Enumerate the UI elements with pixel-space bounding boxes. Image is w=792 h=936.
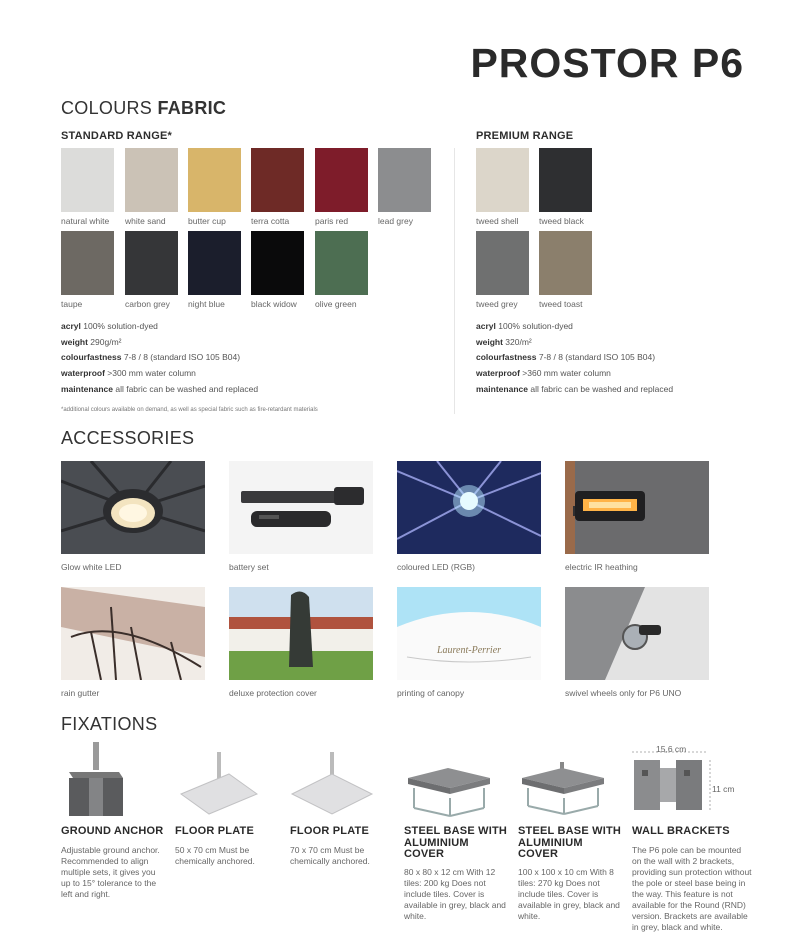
accessory-label: deluxe protection cover — [229, 688, 317, 698]
spec-label: acryl — [61, 321, 81, 331]
swivel-wheels-image — [565, 587, 709, 680]
swatch-paris-red — [315, 148, 368, 212]
swatch-taupe — [61, 231, 114, 295]
swatch-label: taupe — [61, 299, 83, 309]
fixation-title: GROUND ANCHOR — [61, 825, 164, 837]
spec-value: 320/m² — [505, 336, 532, 347]
standard-range-title: STANDARD RANGE* — [61, 130, 172, 142]
swatch-label: lead grey — [378, 216, 413, 226]
coloured-led-image — [397, 461, 541, 554]
ground-anchor-image — [61, 742, 151, 822]
fixation-title: STEEL BASE WITH ALUMINIUM COVER — [404, 825, 508, 860]
spec-label: maintenance — [476, 383, 528, 394]
swatch-label: tweed toast — [539, 299, 583, 309]
spec-value: all fabric can be washed and replaced — [115, 383, 259, 394]
fixation-desc: The P6 pole can be mounted on the wall with 2 brackets, providing sun protection without the pole or steel base being in the way. This feature is not available for the Round (RND) version. Brackets are available in grey, black and white. — [632, 845, 752, 932]
swatch-label: black widow — [251, 299, 297, 309]
printing-of-canopy-image — [397, 587, 541, 680]
swatch-tweed-shell — [476, 148, 529, 212]
swatch-terra-cotta — [251, 148, 304, 212]
swatch-olive-green — [315, 231, 368, 295]
swatch-label: paris red — [315, 216, 349, 226]
wall-bracket-height-dimension: 11 cm — [712, 784, 735, 794]
colours-footnote: *additional colours available on demand, as well as special fabric such as fire-retardant materials — [61, 407, 318, 413]
swatch-label: white sand — [125, 216, 166, 226]
swatch-label: night blue — [188, 299, 225, 309]
spec-label: weight — [476, 336, 503, 347]
colours-heading-light: COLOURS — [61, 98, 153, 118]
accessory-label: printing of canopy — [397, 688, 465, 698]
swatch-label: natural white — [61, 216, 110, 226]
accessory-label: rain gutter — [61, 688, 100, 698]
electric-ir-heating-image — [565, 461, 709, 554]
swatch-night-blue — [188, 231, 241, 295]
swatch-label: tweed shell — [476, 216, 519, 226]
battery-set-image — [229, 461, 373, 554]
fixation-desc: 100 x 100 x 10 cm With 8 tiles: 270 kg Does not include tiles. Cover is available in grey, black and white. — [518, 867, 620, 921]
spec-label: acryl — [476, 321, 496, 331]
standard-specs — [61, 319, 258, 398]
spec-value: 7-8 / 8 (standard ISO 105 B04) — [123, 352, 241, 363]
deluxe-protection-cover-image — [229, 587, 373, 680]
fixation-desc: Adjustable ground anchor. Recommended to align multiple sets, it gives you up to 15° tolerance to the left and right. — [61, 845, 160, 899]
fixation-title: WALL BRACKETS — [632, 825, 730, 837]
colours-heading-bold: FABRIC — [157, 98, 227, 118]
accessory-label: battery set — [229, 562, 269, 572]
spec-label: maintenance — [61, 383, 113, 394]
swatch-black-widow — [251, 231, 304, 295]
accessories-heading: ACCESSORIES — [61, 428, 195, 448]
glow-white-led-image — [61, 461, 205, 554]
fixation-desc: 50 x 70 cm Must be chemically anchored. — [175, 845, 255, 866]
wall-brackets-image — [632, 742, 742, 822]
accessory-label: swivel wheels only for P6 UNO — [565, 688, 682, 698]
spec-label: waterproof — [61, 368, 105, 379]
range-divider — [454, 148, 455, 414]
wall-bracket-width-dimension: 15,6 cm — [656, 744, 687, 754]
canopy-print-text: Laurent-Perrier — [436, 645, 502, 656]
swatch-tweed-black — [539, 148, 592, 212]
page-title: PROSTOR P6 — [470, 40, 744, 86]
spec-value: 7-8 / 8 (standard ISO 105 B04) — [538, 352, 656, 363]
swatch-tweed-toast — [539, 231, 592, 295]
fixation-title: FLOOR PLATE — [290, 825, 369, 837]
fixation-title: FLOOR PLATE — [175, 825, 254, 837]
spec-label: weight — [61, 336, 88, 347]
swatch-label: terra cotta — [251, 216, 290, 226]
floor-plate-50x70-image — [175, 752, 265, 832]
swatch-white-sand — [125, 148, 178, 212]
spec-value: 100% solution-dyed — [498, 321, 573, 331]
fixation-title: STEEL BASE WITH ALUMINIUM COVER — [518, 825, 622, 860]
premium-range-title: PREMIUM RANGE — [476, 130, 574, 142]
spec-label: colourfastness — [61, 352, 122, 363]
swatch-carbon-grey — [125, 231, 178, 295]
spec-value: 290g/m² — [90, 336, 122, 347]
premium-specs — [476, 319, 673, 398]
fixations-heading: FIXATIONS — [61, 714, 158, 734]
spec-label: colourfastness — [476, 352, 537, 363]
spec-label: waterproof — [476, 368, 520, 379]
swatch-label: butter cup — [188, 216, 226, 226]
swatch-label: tweed grey — [476, 299, 518, 309]
swatch-tweed-grey — [476, 231, 529, 295]
accessory-label: electric IR heathing — [565, 562, 638, 572]
swatch-butter-cup — [188, 148, 241, 212]
spec-value: 100% solution-dyed — [83, 321, 158, 331]
spec-value: >300 mm water column — [107, 368, 196, 379]
colours-fabric-heading — [61, 98, 226, 119]
spec-value: >360 mm water column — [522, 368, 611, 379]
accessory-label: Glow white LED — [61, 562, 122, 572]
rain-gutter-image — [61, 587, 205, 680]
fixation-desc: 80 x 80 x 12 cm With 12 tiles: 200 kg Does not include tiles. Cover is available in grey, black and white. — [404, 867, 506, 921]
accessory-label: coloured LED (RGB) — [397, 562, 475, 572]
floor-plate-70x70-image — [290, 752, 380, 832]
swatch-label: olive green — [315, 299, 357, 309]
spec-value: all fabric can be washed and replaced — [530, 383, 674, 394]
swatch-label: carbon grey — [125, 299, 170, 309]
swatch-label: tweed black — [539, 216, 584, 226]
swatch-natural-white — [61, 148, 114, 212]
fixation-desc: 70 x 70 cm Must be chemically anchored. — [290, 845, 370, 866]
swatch-lead-grey — [378, 148, 431, 212]
